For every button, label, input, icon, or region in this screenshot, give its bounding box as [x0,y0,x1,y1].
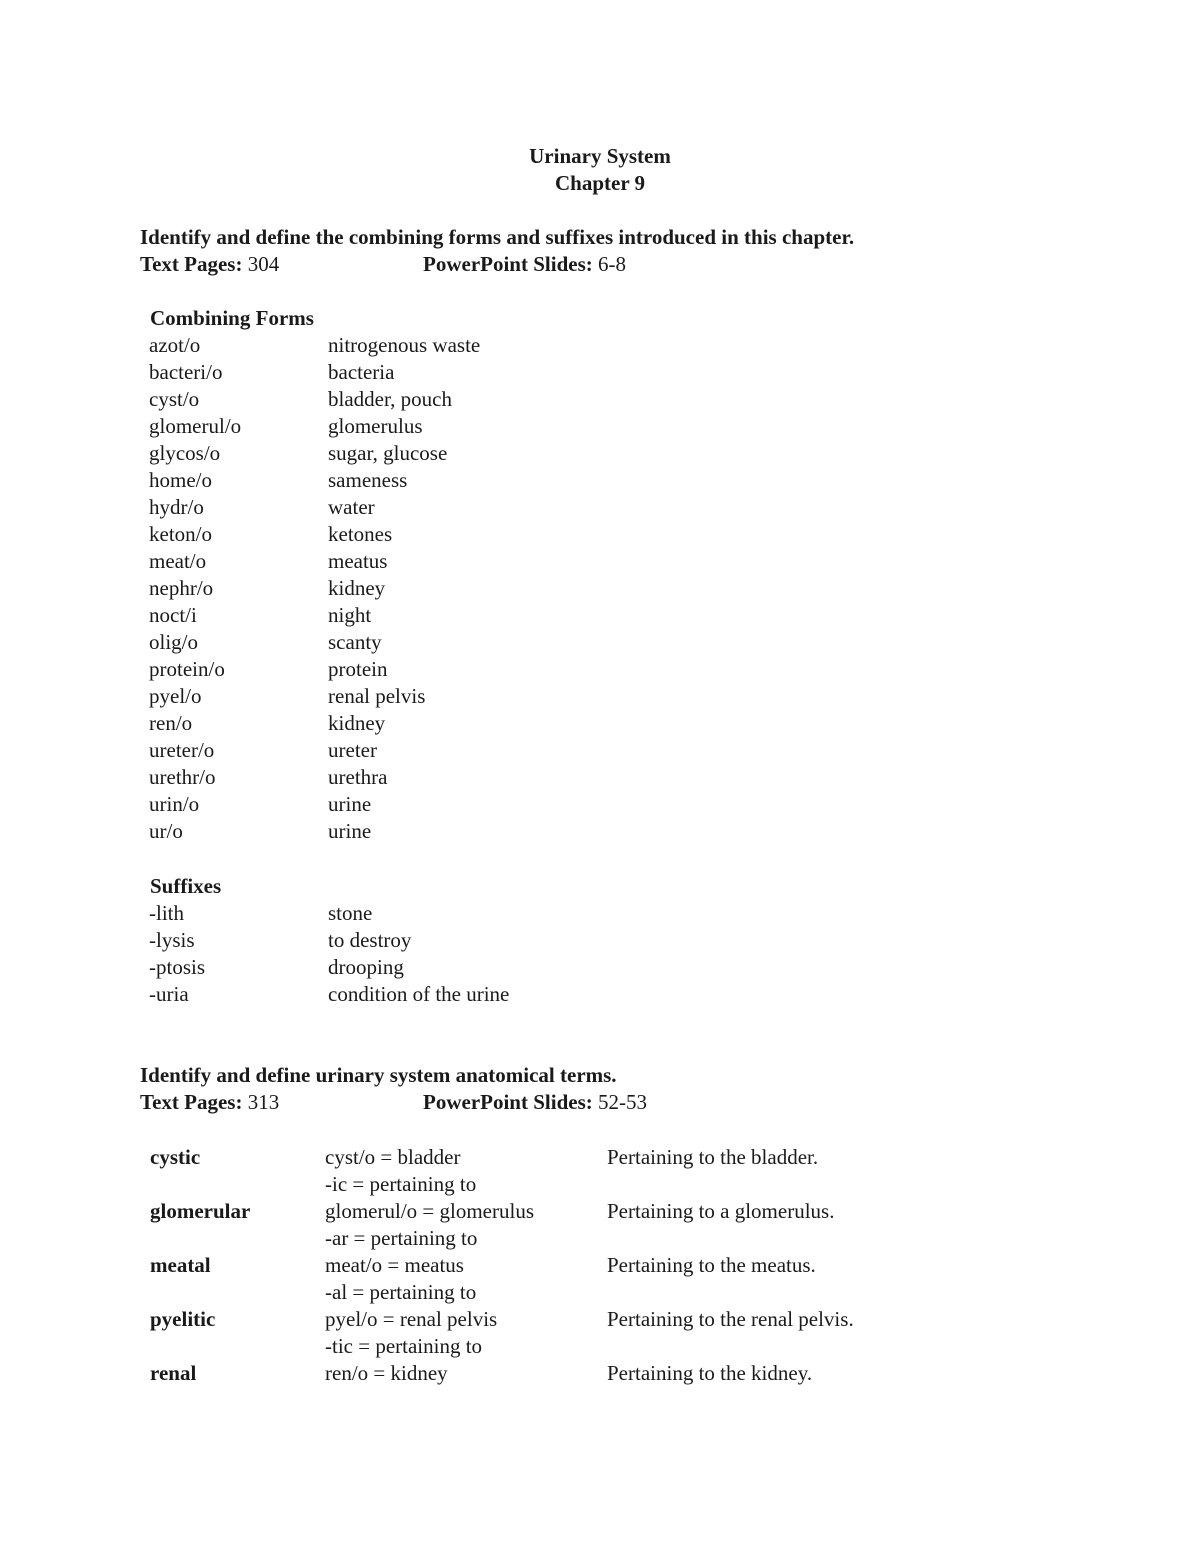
anatomical-definition: Pertaining to the renal pelvis. [607,1307,854,1331]
anatomical-definition: Pertaining to the meatus. [607,1253,816,1277]
combining-form-term: glomerul/o [149,414,242,438]
section1-text-pages [140,251,279,278]
anatomical-definition: Pertaining to a glomerulus. [607,1199,835,1223]
suffix-meaning: to destroy [328,928,412,952]
combining-form-meaning: ketones [328,522,393,546]
combining-form-term: home/o [149,468,212,492]
ppt-slides-label: PowerPoint Slides: [423,1090,593,1114]
chapter-subtitle: Chapter 9 [554,171,646,195]
combining-form-term: protein/o [149,657,225,681]
word-part: glomerul/o = glomerulus [325,1199,534,1223]
combining-form-term: pyel/o [149,684,202,708]
combining-form-meaning: renal pelvis [328,684,426,708]
combining-form-meaning: protein [328,657,388,681]
combining-form-term: urethr/o [149,765,216,789]
section1-ppt-slides [423,251,626,278]
word-part: -tic = pertaining to [325,1334,483,1358]
section2-ppt-slides [423,1089,647,1116]
suffixes-heading: Suffixes [150,874,222,898]
anatomical-term: renal [150,1361,197,1385]
anatomical-term: cystic [150,1145,201,1169]
section1-objective: Identify and define the combining forms and suffixes introduced in this chapter. [140,225,855,249]
combining-form-meaning: bladder, pouch [328,387,452,411]
combining-form-meaning: bacteria [328,360,395,384]
combining-form-meaning: scanty [328,630,382,654]
ppt-slides-label: PowerPoint Slides: [423,252,593,276]
combining-form-meaning: sameness [328,468,408,492]
combining-form-meaning: kidney [328,711,386,735]
ppt-slides-value: 6-8 [597,252,626,276]
word-part: -ar = pertaining to [325,1226,478,1250]
anatomical-term: meatal [150,1253,211,1277]
suffix-meaning: condition of the urine [328,982,510,1006]
combining-form-meaning: urine [328,819,372,843]
combining-form-meaning: meatus [328,549,388,573]
anatomical-term: pyelitic [150,1307,216,1331]
ppt-slides-value: 52-53 [597,1090,647,1114]
text-pages-label: Text Pages: [140,252,243,276]
word-part: -al = pertaining to [325,1280,477,1304]
combining-form-meaning: water [328,495,375,519]
combining-form-meaning: sugar, glucose [328,441,448,465]
suffix-term: -lysis [149,928,195,952]
combining-form-term: hydr/o [149,495,204,519]
combining-form-meaning: nitrogenous waste [328,333,481,357]
suffix-term: -uria [149,982,189,1006]
combining-form-term: glycos/o [149,441,221,465]
anatomical-term: glomerular [150,1199,251,1223]
combining-form-term: olig/o [149,630,199,654]
combining-form-term: cyst/o [149,387,200,411]
combining-form-term: meat/o [149,549,207,573]
suffix-term: -ptosis [149,955,206,979]
combining-form-meaning: urine [328,792,372,816]
word-part: cyst/o = bladder [325,1145,461,1169]
combining-form-meaning: glomerulus [328,414,423,438]
text-pages-value: 304 [247,252,280,276]
text-pages-value: 313 [247,1090,280,1114]
anatomical-definition: Pertaining to the bladder. [607,1145,819,1169]
combining-form-meaning: ureter [328,738,377,762]
suffix-term: -lith [149,901,184,925]
combining-form-meaning: urethra [328,765,388,789]
combining-form-term: ur/o [149,819,183,843]
combining-form-term: ureter/o [149,738,215,762]
combining-form-term: noct/i [149,603,197,627]
text-pages-label: Text Pages: [140,1090,243,1114]
word-part: pyel/o = renal pelvis [325,1307,498,1331]
combining-forms-heading: Combining Forms [150,306,314,330]
suffix-meaning: drooping [328,955,404,979]
combining-form-meaning: night [328,603,372,627]
combining-form-term: azot/o [149,333,201,357]
combining-form-term: nephr/o [149,576,214,600]
combining-form-meaning: kidney [328,576,386,600]
word-part: -ic = pertaining to [325,1172,477,1196]
anatomical-definition: Pertaining to the kidney. [607,1361,813,1385]
combining-form-term: ren/o [149,711,193,735]
section2-objective: Identify and define urinary system anatomical terms. [140,1063,617,1087]
combining-form-term: bacteri/o [149,360,223,384]
combining-form-term: keton/o [149,522,212,546]
word-part: meat/o = meatus [325,1253,464,1277]
page-title: Urinary System [529,144,671,168]
combining-form-term: urin/o [149,792,200,816]
section2-text-pages [140,1089,279,1116]
suffix-meaning: stone [328,901,373,925]
word-part: ren/o = kidney [325,1361,448,1385]
